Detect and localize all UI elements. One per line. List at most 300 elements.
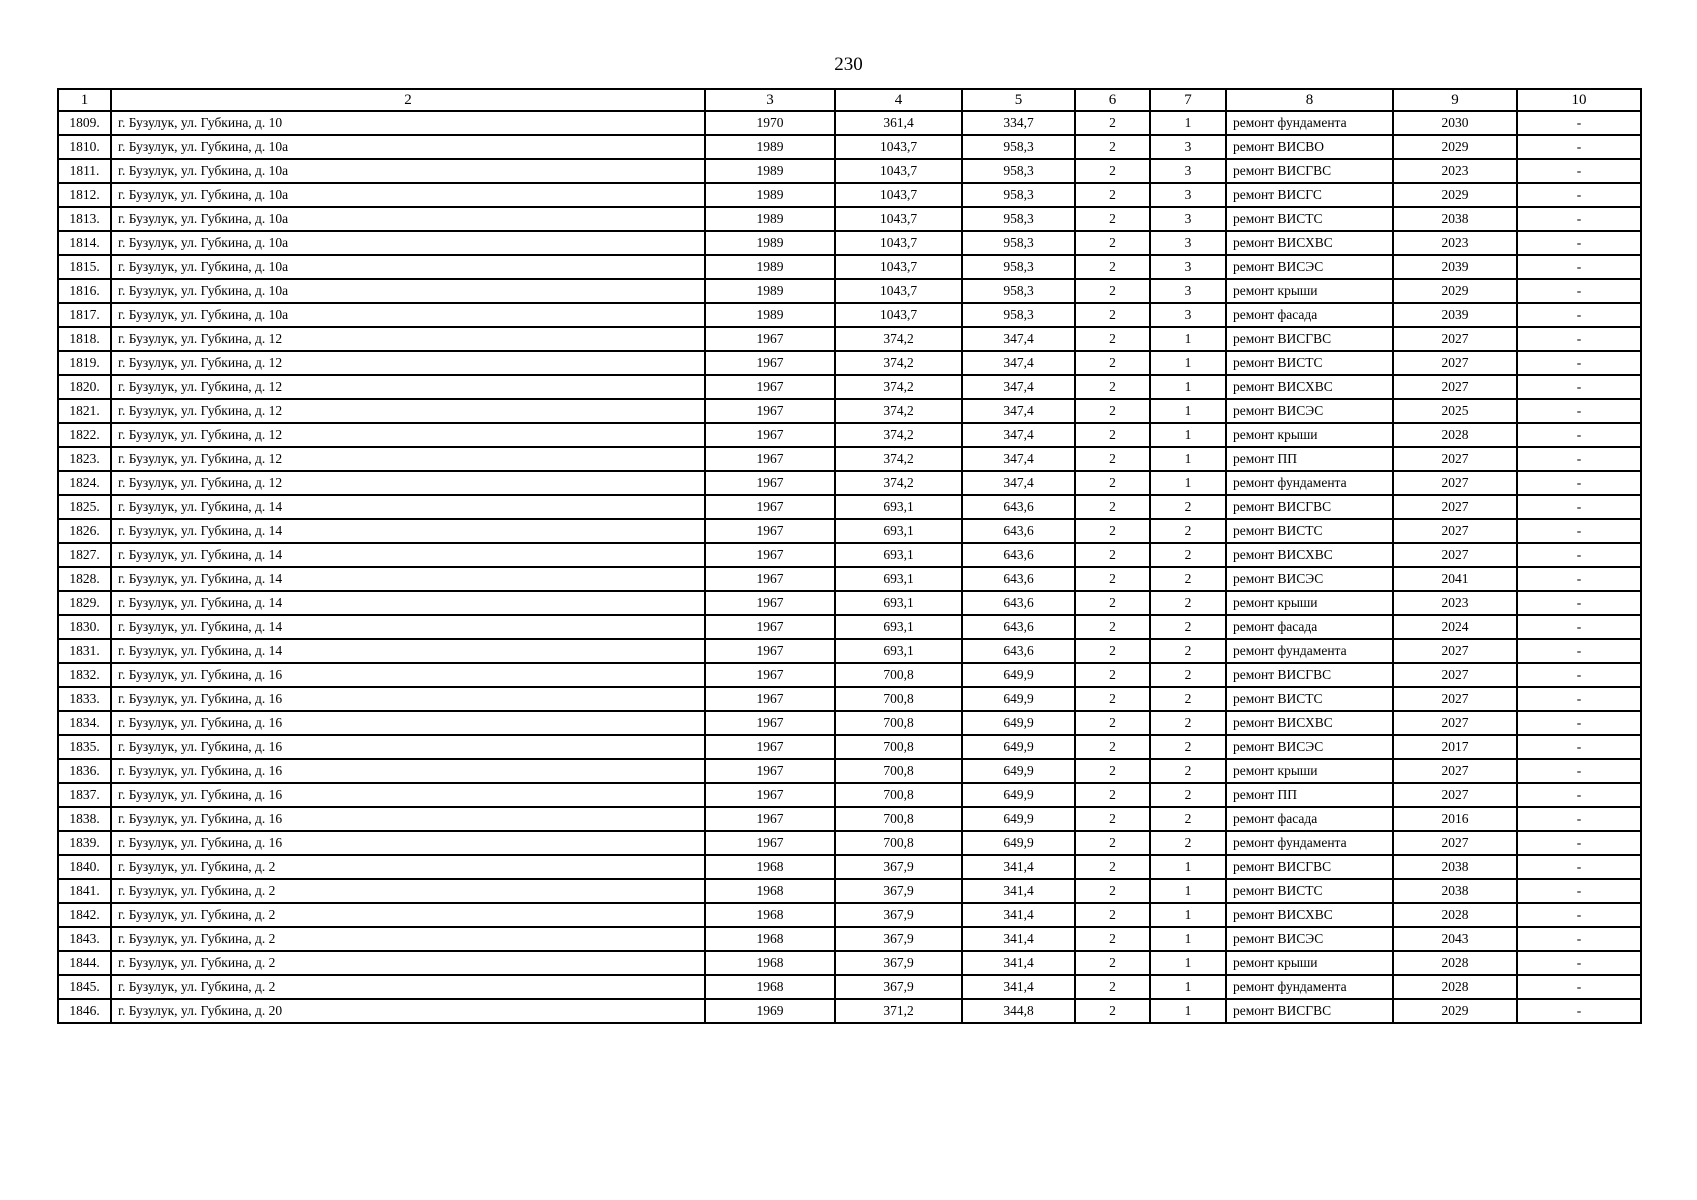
cell-floors: 2 [1075,855,1150,879]
cell-work-type: ремонт крыши [1226,423,1393,447]
cell-work-type: ремонт фундамента [1226,111,1393,135]
cell-work-type: ремонт ВИСГВС [1226,855,1393,879]
cell-planned-year: 2025 [1393,399,1517,423]
column-header-6: 6 [1075,89,1150,111]
cell-year-built: 1967 [705,831,835,855]
cell-living-area: 958,3 [962,279,1075,303]
cell-entrances: 2 [1150,783,1226,807]
cell-total-area: 361,4 [835,111,962,135]
table-row [58,663,1641,687]
cell-floors: 2 [1075,903,1150,927]
cell-floors: 2 [1075,135,1150,159]
cell-total-area: 374,2 [835,471,962,495]
cell-note: - [1517,423,1641,447]
cell-year-built: 1989 [705,303,835,327]
cell-living-area: 649,9 [962,687,1075,711]
cell-entrances: 3 [1150,303,1226,327]
cell-living-area: 347,4 [962,351,1075,375]
cell-entrances: 1 [1150,471,1226,495]
cell-year-built: 1968 [705,927,835,951]
cell-row-number: 1811. [58,159,111,183]
cell-floors: 2 [1075,279,1150,303]
table-row [58,231,1641,255]
cell-floors: 2 [1075,879,1150,903]
cell-entrances: 2 [1150,759,1226,783]
cell-planned-year: 2023 [1393,231,1517,255]
cell-year-built: 1989 [705,279,835,303]
table-row [58,687,1641,711]
cell-year-built: 1989 [705,231,835,255]
cell-address: г. Бузулук, ул. Губкина, д. 10а [111,255,705,279]
cell-note: - [1517,279,1641,303]
cell-year-built: 1989 [705,207,835,231]
cell-year-built: 1967 [705,759,835,783]
table-row [58,615,1641,639]
cell-note: - [1517,159,1641,183]
cell-year-built: 1967 [705,399,835,423]
cell-planned-year: 2029 [1393,999,1517,1023]
cell-address: г. Бузулук, ул. Губкина, д. 14 [111,591,705,615]
table-body [58,111,1641,1023]
cell-address: г. Бузулук, ул. Губкина, д. 2 [111,975,705,999]
cell-row-number: 1838. [58,807,111,831]
cell-year-built: 1967 [705,783,835,807]
header-row [58,89,1641,111]
cell-row-number: 1827. [58,543,111,567]
cell-planned-year: 2029 [1393,279,1517,303]
cell-total-area: 1043,7 [835,183,962,207]
cell-address: г. Бузулук, ул. Губкина, д. 12 [111,351,705,375]
cell-address: г. Бузулук, ул. Губкина, д. 16 [111,735,705,759]
cell-note: - [1517,231,1641,255]
cell-total-area: 374,2 [835,351,962,375]
cell-living-area: 643,6 [962,567,1075,591]
cell-year-built: 1989 [705,183,835,207]
cell-note: - [1517,375,1641,399]
cell-entrances: 2 [1150,543,1226,567]
cell-floors: 2 [1075,711,1150,735]
cell-planned-year: 2028 [1393,951,1517,975]
table-row [58,951,1641,975]
table-row [58,279,1641,303]
cell-note: - [1517,711,1641,735]
cell-address: г. Бузулук, ул. Губкина, д. 16 [111,783,705,807]
cell-address: г. Бузулук, ул. Губкина, д. 10а [111,207,705,231]
cell-note: - [1517,207,1641,231]
cell-floors: 2 [1075,471,1150,495]
cell-total-area: 700,8 [835,663,962,687]
cell-row-number: 1842. [58,903,111,927]
cell-row-number: 1845. [58,975,111,999]
cell-floors: 2 [1075,615,1150,639]
cell-total-area: 693,1 [835,543,962,567]
cell-living-area: 341,4 [962,879,1075,903]
cell-total-area: 700,8 [835,687,962,711]
table-row [58,303,1641,327]
cell-work-type: ремонт ВИСЭС [1226,567,1393,591]
cell-address: г. Бузулук, ул. Губкина, д. 20 [111,999,705,1023]
cell-total-area: 1043,7 [835,159,962,183]
cell-year-built: 1967 [705,423,835,447]
cell-row-number: 1812. [58,183,111,207]
cell-floors: 2 [1075,159,1150,183]
cell-address: г. Бузулук, ул. Губкина, д. 10а [111,135,705,159]
cell-address: г. Бузулук, ул. Губкина, д. 14 [111,495,705,519]
cell-row-number: 1841. [58,879,111,903]
cell-floors: 2 [1075,303,1150,327]
cell-row-number: 1836. [58,759,111,783]
table-row [58,495,1641,519]
cell-living-area: 347,4 [962,327,1075,351]
cell-row-number: 1813. [58,207,111,231]
cell-address: г. Бузулук, ул. Губкина, д. 14 [111,615,705,639]
cell-living-area: 341,4 [962,927,1075,951]
cell-row-number: 1818. [58,327,111,351]
cell-entrances: 2 [1150,831,1226,855]
cell-floors: 2 [1075,927,1150,951]
cell-year-built: 1967 [705,807,835,831]
cell-address: г. Бузулук, ул. Губкина, д. 12 [111,399,705,423]
cell-note: - [1517,183,1641,207]
cell-living-area: 347,4 [962,399,1075,423]
cell-living-area: 649,9 [962,759,1075,783]
cell-note: - [1517,327,1641,351]
cell-planned-year: 2027 [1393,495,1517,519]
table-row [58,759,1641,783]
cell-total-area: 374,2 [835,399,962,423]
cell-total-area: 693,1 [835,495,962,519]
cell-row-number: 1840. [58,855,111,879]
cell-living-area: 643,6 [962,639,1075,663]
cell-year-built: 1968 [705,975,835,999]
cell-planned-year: 2027 [1393,831,1517,855]
cell-work-type: ремонт ВИСТС [1226,879,1393,903]
cell-floors: 2 [1075,519,1150,543]
cell-address: г. Бузулук, ул. Губкина, д. 2 [111,903,705,927]
cell-planned-year: 2029 [1393,135,1517,159]
cell-note: - [1517,495,1641,519]
cell-floors: 2 [1075,207,1150,231]
cell-planned-year: 2039 [1393,255,1517,279]
cell-year-built: 1989 [705,255,835,279]
cell-floors: 2 [1075,735,1150,759]
cell-planned-year: 2039 [1393,303,1517,327]
cell-planned-year: 2038 [1393,855,1517,879]
cell-work-type: ремонт фасада [1226,615,1393,639]
column-header-3: 3 [705,89,835,111]
table-row [58,999,1641,1023]
cell-planned-year: 2028 [1393,423,1517,447]
cell-entrances: 1 [1150,855,1226,879]
cell-entrances: 1 [1150,879,1226,903]
cell-work-type: ремонт ВИСГВС [1226,663,1393,687]
cell-entrances: 1 [1150,951,1226,975]
cell-planned-year: 2027 [1393,687,1517,711]
cell-entrances: 2 [1150,711,1226,735]
table-row [58,879,1641,903]
cell-living-area: 958,3 [962,159,1075,183]
cell-entrances: 1 [1150,375,1226,399]
cell-floors: 2 [1075,951,1150,975]
cell-total-area: 700,8 [835,831,962,855]
cell-living-area: 347,4 [962,447,1075,471]
cell-address: г. Бузулук, ул. Губкина, д. 16 [111,711,705,735]
cell-living-area: 649,9 [962,831,1075,855]
cell-living-area: 649,9 [962,783,1075,807]
cell-address: г. Бузулук, ул. Губкина, д. 10а [111,231,705,255]
cell-living-area: 341,4 [962,951,1075,975]
cell-year-built: 1967 [705,375,835,399]
cell-work-type: ремонт ВИСХВС [1226,231,1393,255]
cell-note: - [1517,255,1641,279]
table-row [58,927,1641,951]
cell-planned-year: 2027 [1393,375,1517,399]
cell-total-area: 700,8 [835,711,962,735]
cell-year-built: 1967 [705,543,835,567]
cell-work-type: ремонт ВИСГВС [1226,159,1393,183]
cell-planned-year: 2041 [1393,567,1517,591]
cell-row-number: 1822. [58,423,111,447]
cell-floors: 2 [1075,759,1150,783]
cell-total-area: 693,1 [835,639,962,663]
cell-entrances: 1 [1150,903,1226,927]
cell-floors: 2 [1075,975,1150,999]
cell-row-number: 1835. [58,735,111,759]
cell-living-area: 643,6 [962,615,1075,639]
cell-work-type: ремонт ВИСЭС [1226,927,1393,951]
cell-work-type: ремонт фундамента [1226,831,1393,855]
cell-year-built: 1967 [705,663,835,687]
cell-row-number: 1809. [58,111,111,135]
cell-planned-year: 2028 [1393,903,1517,927]
cell-work-type: ремонт ВИСХВС [1226,543,1393,567]
cell-year-built: 1968 [705,879,835,903]
table-row [58,159,1641,183]
cell-living-area: 649,9 [962,711,1075,735]
cell-total-area: 1043,7 [835,279,962,303]
cell-address: г. Бузулук, ул. Губкина, д. 12 [111,471,705,495]
cell-year-built: 1989 [705,135,835,159]
cell-entrances: 1 [1150,351,1226,375]
cell-address: г. Бузулук, ул. Губкина, д. 10а [111,279,705,303]
cell-living-area: 341,4 [962,975,1075,999]
cell-work-type: ремонт ВИСГВС [1226,327,1393,351]
cell-living-area: 649,9 [962,663,1075,687]
cell-total-area: 693,1 [835,591,962,615]
cell-living-area: 649,9 [962,807,1075,831]
cell-address: г. Бузулук, ул. Губкина, д. 10а [111,183,705,207]
cell-note: - [1517,879,1641,903]
cell-planned-year: 2027 [1393,543,1517,567]
cell-planned-year: 2024 [1393,615,1517,639]
cell-total-area: 367,9 [835,951,962,975]
cell-entrances: 1 [1150,399,1226,423]
cell-living-area: 958,3 [962,231,1075,255]
cell-planned-year: 2027 [1393,759,1517,783]
cell-floors: 2 [1075,999,1150,1023]
cell-entrances: 2 [1150,687,1226,711]
cell-total-area: 374,2 [835,327,962,351]
cell-note: - [1517,735,1641,759]
cell-floors: 2 [1075,807,1150,831]
cell-address: г. Бузулук, ул. Губкина, д. 14 [111,567,705,591]
cell-total-area: 700,8 [835,783,962,807]
cell-row-number: 1815. [58,255,111,279]
cell-living-area: 958,3 [962,207,1075,231]
cell-work-type: ремонт ВИСХВС [1226,375,1393,399]
cell-row-number: 1830. [58,615,111,639]
cell-total-area: 367,9 [835,927,962,951]
cell-total-area: 700,8 [835,807,962,831]
cell-floors: 2 [1075,231,1150,255]
cell-total-area: 374,2 [835,375,962,399]
cell-address: г. Бузулук, ул. Губкина, д. 12 [111,423,705,447]
cell-address: г. Бузулук, ул. Губкина, д. 10а [111,303,705,327]
cell-floors: 2 [1075,399,1150,423]
table-row [58,399,1641,423]
table-row [58,975,1641,999]
table-row [58,903,1641,927]
cell-note: - [1517,567,1641,591]
cell-work-type: ремонт крыши [1226,279,1393,303]
cell-year-built: 1967 [705,591,835,615]
cell-note: - [1517,759,1641,783]
cell-year-built: 1967 [705,567,835,591]
cell-note: - [1517,663,1641,687]
table-row [58,807,1641,831]
cell-note: - [1517,951,1641,975]
table-row [58,447,1641,471]
cell-row-number: 1831. [58,639,111,663]
cell-total-area: 367,9 [835,975,962,999]
cell-note: - [1517,927,1641,951]
cell-planned-year: 2027 [1393,519,1517,543]
cell-floors: 2 [1075,183,1150,207]
cell-planned-year: 2030 [1393,111,1517,135]
cell-address: г. Бузулук, ул. Губкина, д. 2 [111,927,705,951]
cell-total-area: 1043,7 [835,207,962,231]
cell-work-type: ремонт фасада [1226,807,1393,831]
cell-address: г. Бузулук, ул. Губкина, д. 12 [111,447,705,471]
table-row [58,519,1641,543]
cell-work-type: ремонт ВИСТС [1226,687,1393,711]
cell-address: г. Бузулук, ул. Губкина, д. 16 [111,759,705,783]
table-row [58,639,1641,663]
cell-planned-year: 2028 [1393,975,1517,999]
cell-floors: 2 [1075,687,1150,711]
cell-work-type: ремонт фундамента [1226,471,1393,495]
cell-living-area: 347,4 [962,471,1075,495]
cell-work-type: ремонт крыши [1226,591,1393,615]
cell-entrances: 1 [1150,111,1226,135]
cell-row-number: 1821. [58,399,111,423]
cell-living-area: 334,7 [962,111,1075,135]
cell-year-built: 1967 [705,351,835,375]
cell-work-type: ремонт ВИСТС [1226,519,1393,543]
cell-planned-year: 2017 [1393,735,1517,759]
cell-row-number: 1832. [58,663,111,687]
cell-address: г. Бузулук, ул. Губкина, д. 16 [111,687,705,711]
cell-address: г. Бузулук, ул. Губкина, д. 14 [111,543,705,567]
cell-year-built: 1989 [705,159,835,183]
cell-work-type: ремонт ВИСЭС [1226,399,1393,423]
cell-address: г. Бузулук, ул. Губкина, д. 12 [111,375,705,399]
cell-planned-year: 2016 [1393,807,1517,831]
cell-address: г. Бузулук, ул. Губкина, д. 2 [111,855,705,879]
cell-work-type: ремонт ВИСВО [1226,135,1393,159]
cell-note: - [1517,447,1641,471]
cell-row-number: 1823. [58,447,111,471]
cell-living-area: 341,4 [962,855,1075,879]
cell-note: - [1517,303,1641,327]
cell-entrances: 2 [1150,519,1226,543]
cell-address: г. Бузулук, ул. Губкина, д. 14 [111,639,705,663]
cell-total-area: 693,1 [835,615,962,639]
column-header-5: 5 [962,89,1075,111]
cell-row-number: 1820. [58,375,111,399]
cell-note: - [1517,687,1641,711]
cell-total-area: 374,2 [835,423,962,447]
cell-entrances: 3 [1150,255,1226,279]
cell-year-built: 1968 [705,903,835,927]
cell-row-number: 1826. [58,519,111,543]
cell-floors: 2 [1075,351,1150,375]
cell-entrances: 3 [1150,159,1226,183]
cell-address: г. Бузулук, ул. Губкина, д. 16 [111,663,705,687]
cell-entrances: 2 [1150,567,1226,591]
cell-note: - [1517,471,1641,495]
cell-entrances: 2 [1150,495,1226,519]
cell-total-area: 700,8 [835,735,962,759]
cell-note: - [1517,519,1641,543]
cell-work-type: ремонт ВИСЭС [1226,735,1393,759]
cell-planned-year: 2029 [1393,183,1517,207]
cell-row-number: 1844. [58,951,111,975]
cell-address: г. Бузулук, ул. Губкина, д. 2 [111,879,705,903]
cell-note: - [1517,999,1641,1023]
cell-floors: 2 [1075,591,1150,615]
table-row [58,471,1641,495]
column-header-1: 1 [58,89,111,111]
cell-total-area: 374,2 [835,447,962,471]
table-row [58,735,1641,759]
cell-note: - [1517,783,1641,807]
cell-living-area: 958,3 [962,183,1075,207]
cell-year-built: 1967 [705,447,835,471]
cell-floors: 2 [1075,783,1150,807]
cell-planned-year: 2027 [1393,327,1517,351]
cell-living-area: 344,8 [962,999,1075,1023]
repair-schedule-table [57,88,1642,1024]
cell-entrances: 2 [1150,639,1226,663]
cell-work-type: ремонт ВИСЭС [1226,255,1393,279]
cell-living-area: 643,6 [962,519,1075,543]
cell-work-type: ремонт ВИСТС [1226,351,1393,375]
cell-row-number: 1819. [58,351,111,375]
cell-planned-year: 2027 [1393,711,1517,735]
cell-total-area: 1043,7 [835,303,962,327]
cell-planned-year: 2027 [1393,639,1517,663]
cell-planned-year: 2023 [1393,591,1517,615]
table-row [58,831,1641,855]
cell-row-number: 1817. [58,303,111,327]
cell-note: - [1517,351,1641,375]
table-row [58,783,1641,807]
column-header-8: 8 [1226,89,1393,111]
cell-year-built: 1967 [705,495,835,519]
cell-floors: 2 [1075,447,1150,471]
cell-entrances: 1 [1150,999,1226,1023]
